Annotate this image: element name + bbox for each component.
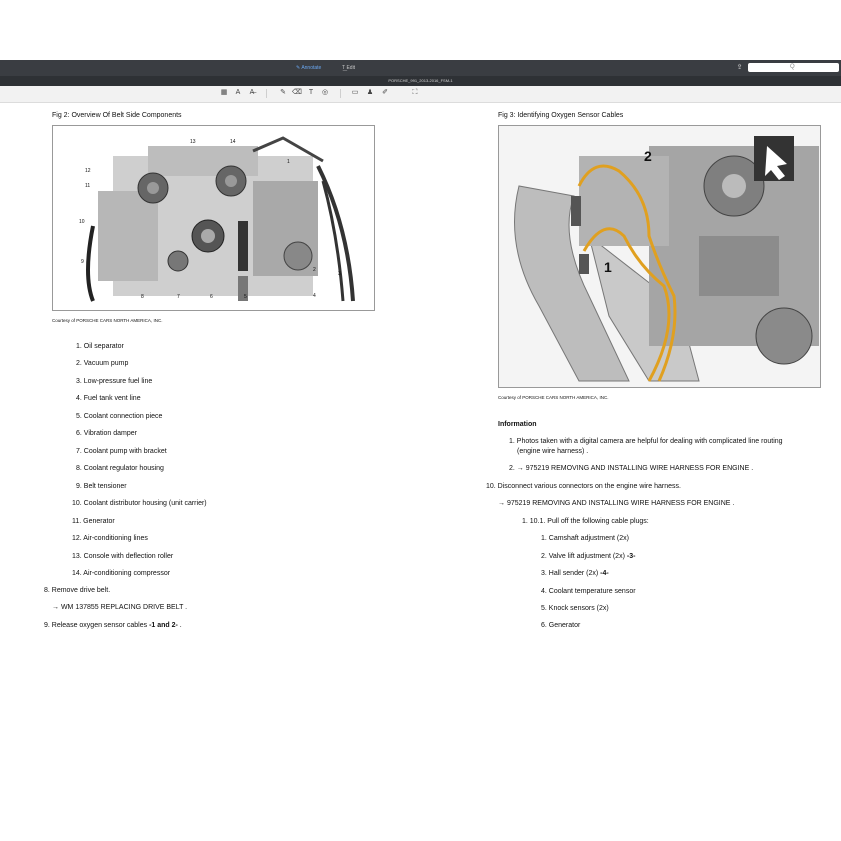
callout-label: 11 <box>85 183 91 189</box>
callout-label: 2 <box>313 267 316 273</box>
fig2-courtesy: Courtesy of PORSCHE CARS NORTH AMERICA, INC. <box>52 318 163 323</box>
substep-10-1: 1. 10.1. Pull off the following cable plugs: <box>522 518 649 525</box>
fig3-caption: Fig 3: Identifying Oxygen Sensor Cables <box>498 112 624 119</box>
list-item: 7. Coolant pump with bracket <box>76 448 167 455</box>
callout-label: 13 <box>190 139 196 145</box>
fig2-caption: Fig 2: Overview Of Belt Side Components <box>52 112 182 119</box>
callout-label: 12 <box>85 168 91 174</box>
list-item: 6. Generator <box>541 622 581 629</box>
step-9: 9. Release oxygen sensor cables -1 and 2- . <box>44 622 182 629</box>
edit-icon: T͟ <box>342 65 347 71</box>
callout-label: 10 <box>79 219 85 225</box>
list-item: 13. Console with deflection roller <box>72 553 174 560</box>
comment-icon[interactable]: ▭ <box>351 89 359 96</box>
thumbnails-icon[interactable]: ▦ <box>220 89 228 96</box>
text-style-icon[interactable]: A̶ <box>249 89 255 96</box>
highlighter-icon[interactable]: ✐ <box>382 89 388 96</box>
callout-label: 1 <box>287 159 290 165</box>
step-8: 8. Remove drive belt. <box>44 587 111 594</box>
list-item: 10. Coolant distributor housing (unit carrier) <box>72 500 207 507</box>
pencil-icon[interactable]: ✎ <box>280 89 286 96</box>
callout-label: 9 <box>81 259 84 265</box>
list-item: 3. Low-pressure fuel line <box>76 378 153 385</box>
list-item: 1. Oil separator <box>76 343 124 350</box>
text-tool-icon[interactable]: T <box>308 89 314 96</box>
list-item: 3. Hall sender (2x) -4- <box>541 570 609 577</box>
list-item: 9. Belt tensioner <box>76 483 127 490</box>
annotate-icon: ✎ <box>296 65 302 71</box>
list-item: 11. Generator <box>72 518 115 525</box>
list-item: 5. Coolant connection piece <box>76 413 163 420</box>
edit-mode-button[interactable]: T͟ Edit <box>342 65 356 71</box>
callout-label: 6 <box>210 294 213 300</box>
eraser-icon[interactable]: ⌫ <box>292 89 302 96</box>
list-item: 2. Vacuum pump <box>76 360 129 367</box>
engine-belt-side-drawing <box>53 126 374 310</box>
step-10: 10. Disconnect various connectors on the engine wire harness. <box>486 483 681 490</box>
list-item: 4. Fuel tank vent line <box>76 395 141 402</box>
list-item: 14. Air-conditioning compressor <box>72 570 171 577</box>
information-heading: Information <box>498 421 537 428</box>
document-title: PORSCHE_991_2013-2016_FSM-1 <box>0 76 841 86</box>
callout-label: 3 <box>338 271 341 277</box>
list-item: 12. Air-conditioning lines <box>72 535 148 542</box>
callout-label: 8 <box>141 294 144 300</box>
callout-label: 4 <box>313 293 316 299</box>
fullscreen-icon[interactable]: ⛶ <box>412 89 418 96</box>
app-toolbar <box>0 60 841 76</box>
fig2-engine-illustration <box>52 125 375 311</box>
info-item-continued: (engine wire harness) . <box>517 448 589 455</box>
callout-label: 1 <box>604 259 612 275</box>
fig3-oxygen-sensor-illustration <box>498 125 821 388</box>
step-8-reference-link[interactable]: → WM 137855 REPLACING DRIVE BELT . <box>52 604 188 611</box>
callout-label: 14 <box>230 139 236 145</box>
list-item: 2. Valve lift adjustment (2x) -3- <box>541 553 636 560</box>
list-item: 6. Vibration damper <box>76 430 137 437</box>
list-item: 1. Camshaft adjustment (2x) <box>541 535 629 542</box>
step-10-reference-link[interactable]: → 975219 REMOVING AND INSTALLING WIRE HARNESS FOR ENGINE . <box>498 500 735 507</box>
annotation-toolbar <box>0 86 841 103</box>
signature-icon[interactable]: ♟ <box>366 89 374 96</box>
info-reference-link[interactable]: 2. → 975219 REMOVING AND INSTALLING WIRE HARNESS FOR ENGINE . <box>509 465 754 472</box>
search-icon: Q <box>790 64 795 70</box>
list-item: 8. Coolant regulator housing <box>76 465 164 472</box>
toolbar-divider <box>340 89 341 98</box>
list-item: 5. Knock sensors (2x) <box>541 605 609 612</box>
shapes-icon[interactable]: ◎ <box>321 89 329 96</box>
callout-label: 7 <box>177 294 180 300</box>
info-item: 1. Photos taken with a digital camera are helpful for dealing with complicated line routing <box>509 438 783 445</box>
search-input[interactable] <box>748 63 839 72</box>
text-size-icon[interactable]: A <box>235 89 241 96</box>
list-item: 4. Coolant temperature sensor <box>541 588 636 595</box>
oxygen-sensor-drawing <box>499 126 820 387</box>
callout-label: 2 <box>644 148 652 164</box>
annotate-mode-button[interactable]: ✎ Annotate <box>296 65 322 71</box>
fig3-courtesy: Courtesy of PORSCHE CARS NORTH AMERICA, INC. <box>498 395 609 400</box>
callout-label: 5 <box>244 294 247 300</box>
toolbar-divider <box>266 89 267 98</box>
share-icon[interactable]: ⇪ <box>736 64 743 71</box>
